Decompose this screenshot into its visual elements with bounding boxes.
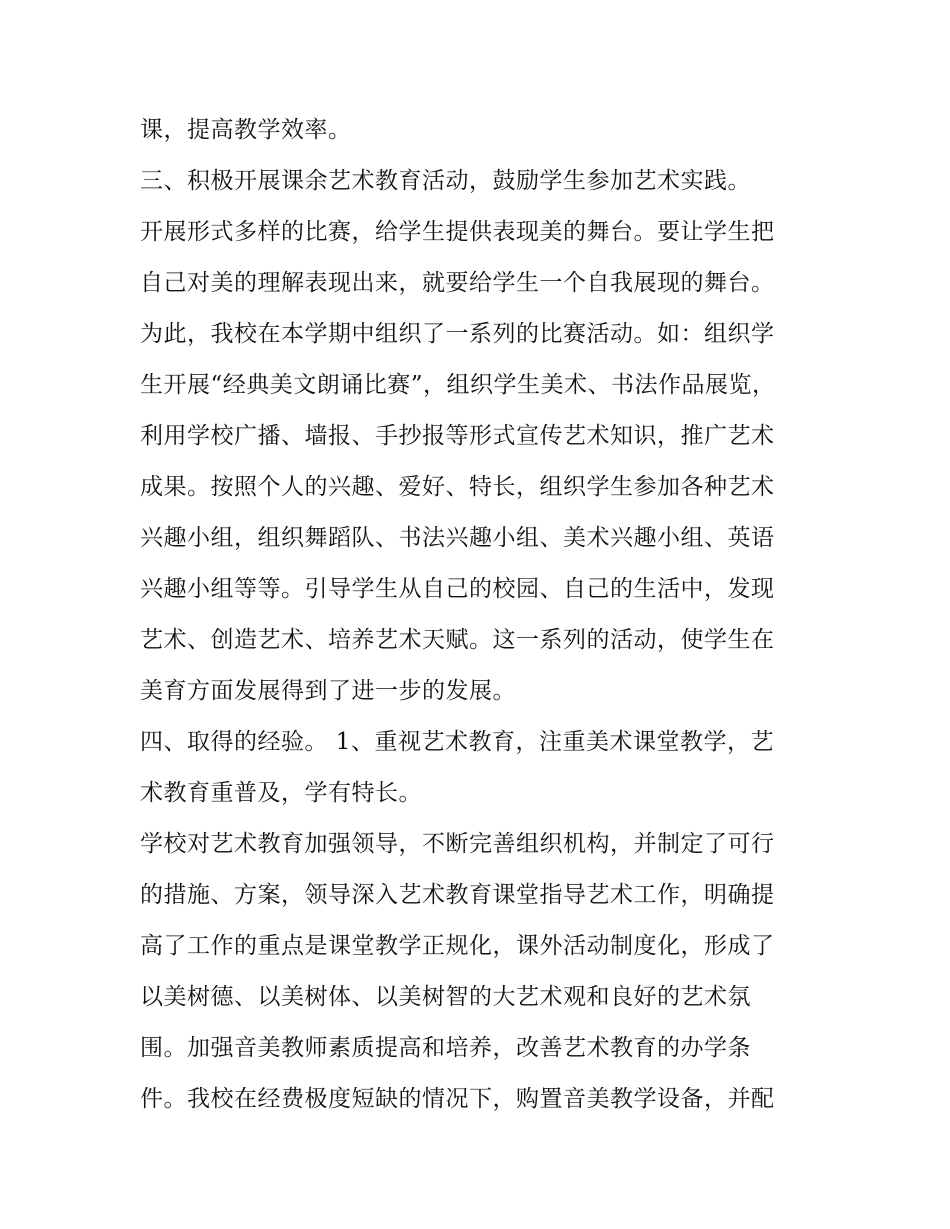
text-line-12: 美育方面发展得到了进一步的发展。 xyxy=(140,678,516,704)
text-line-9: 兴趣小组，组织舞蹈队、书法兴趣小组、美术兴趣小组、英语 xyxy=(140,525,775,551)
text-line-15: 学校对艺术教育加强领导，不断完善组织机构，并制定了可行 xyxy=(140,831,775,857)
text-line-18: 以美树德、以美树体、以美树智的大艺术观和良好的艺术氛 xyxy=(140,984,751,1010)
text-line-20: 件。我校在经费极度短缺的情况下，购置音美教学设备，并配 xyxy=(140,1086,775,1112)
text-line-8: 成果。按照个人的兴趣、爱好、特长，组织学生参加各种艺术 xyxy=(140,474,775,500)
section-heading-3: 三、积极开展课余艺术教育活动，鼓励学生参加艺术实践。 xyxy=(140,168,751,194)
text-line-6: 生开展“经典美文朗诵比赛”，组织学生美术、书法作品展览， xyxy=(140,372,776,398)
section-heading-4: 四、取得的经验。 1、重视艺术教育，注重美术课堂教学，艺 xyxy=(140,729,774,755)
text-line-7: 利用学校广播、墙报、手抄报等形式宣传艺术知识，推广艺术 xyxy=(140,423,775,449)
text-line-19: 围。加强音美教师素质提高和培养，改善艺术教育的办学条 xyxy=(140,1035,751,1061)
document-body xyxy=(140,108,820,1128)
text-line-5: 为此，我校在本学期中组织了一系列的比赛活动。如：组织学 xyxy=(140,321,775,347)
text-line-11: 艺术、创造艺术、培养艺术天赋。这一系列的活动，使学生在 xyxy=(140,627,775,653)
text-line-14: 术教育重普及，学有特长。 xyxy=(140,780,422,806)
text-line-4: 自己对美的理解表现出来，就要给学生一个自我展现的舞台。 xyxy=(140,270,775,296)
text-line-16: 的措施、方案，领导深入艺术教育课堂指导艺术工作，明确提 xyxy=(140,882,775,908)
text-line-1: 课，提高教学效率。 xyxy=(140,117,352,143)
text-line-10: 兴趣小组等等。引导学生从自己的校园、自己的生活中，发现 xyxy=(140,576,775,602)
text-line-3: 开展形式多样的比赛，给学生提供表现美的舞台。要让学生把 xyxy=(140,219,775,245)
text-line-17: 高了工作的重点是课堂教学正规化，课外活动制度化，形成了 xyxy=(140,933,775,959)
